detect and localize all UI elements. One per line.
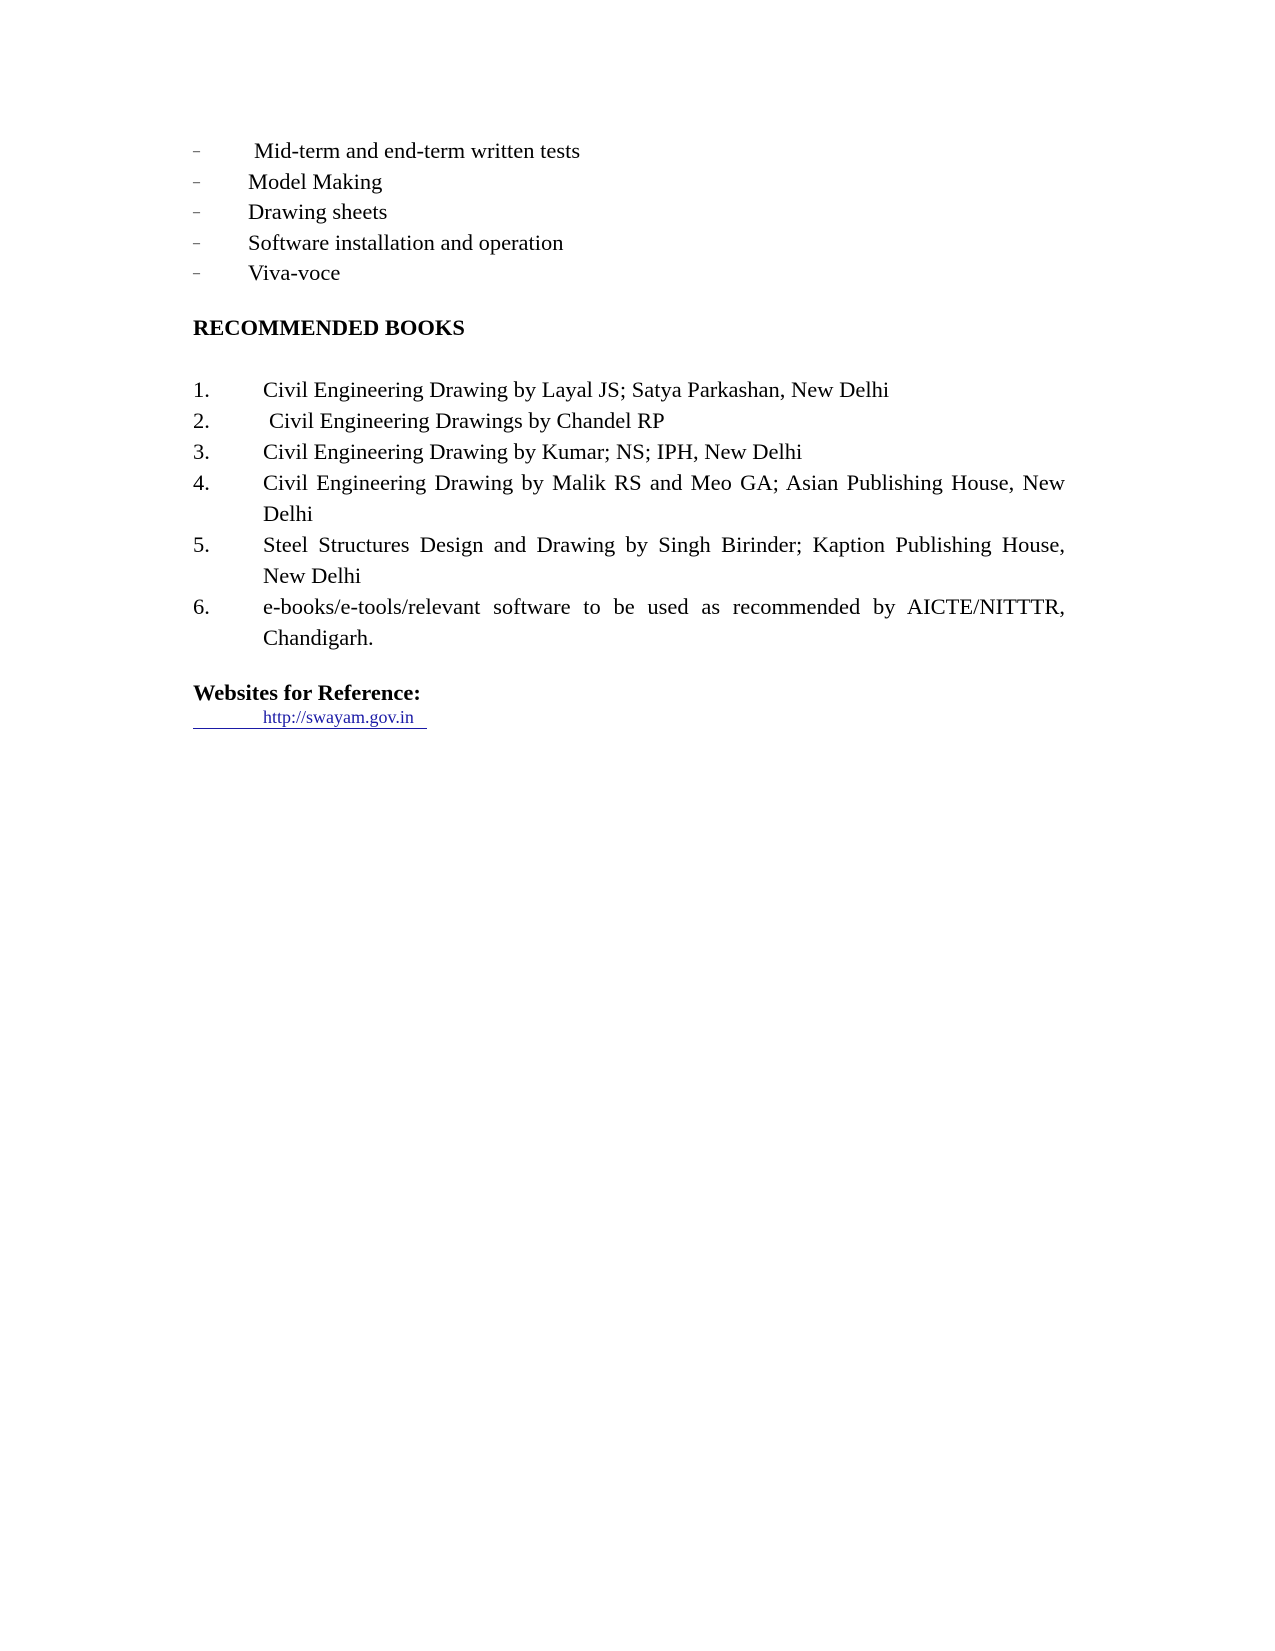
- assessment-item: [193, 136, 893, 167]
- assessment-item-text: Drawing sheets: [248, 199, 388, 224]
- book-text: Civil Engineering Drawing by Kumar; NS; IPH, New Delhi: [263, 439, 803, 464]
- book-item: [193, 405, 1065, 436]
- book-item: [193, 436, 1065, 467]
- book-item: [193, 467, 1065, 529]
- dash-bullet: –: [193, 266, 200, 281]
- dash-bullet: –: [193, 205, 200, 220]
- websites-heading: Websites for Reference:: [193, 680, 421, 705]
- assessment-item-text: Viva-voce: [248, 260, 341, 285]
- book-text: e-books/e-tools/relevant software to be used as recommended by AICTE/NITTTR, Chandigarh.: [263, 594, 1065, 650]
- book-text: Steel Structures Design and Drawing by Singh Birinder; Kaption Publishing House, New Delhi: [263, 532, 1065, 588]
- dash-bullet: –: [193, 235, 200, 251]
- recommended-books-heading: RECOMMENDED BOOKS: [193, 315, 465, 340]
- book-item: [193, 591, 1065, 653]
- book-text: Civil Engineering Drawings by Chandel RP: [269, 408, 665, 433]
- book-number: 4.: [193, 470, 210, 495]
- assessment-item-text: Mid-term and end-term written tests: [254, 138, 581, 163]
- book-number: 2.: [193, 408, 210, 433]
- assessment-item-text: Model Making: [248, 168, 383, 194]
- website-link-text[interactable]: http://swayam.gov.in: [263, 707, 414, 727]
- book-text: Civil Engineering Drawing by Layal JS; Satya Parkashan, New Delhi: [263, 377, 890, 402]
- book-number: 1.: [193, 377, 210, 402]
- assessment-item: [193, 167, 893, 198]
- book-item: [193, 529, 1065, 591]
- website-link[interactable]: [193, 706, 427, 729]
- book-number: 5.: [193, 532, 210, 557]
- dash-bullet: –: [193, 174, 200, 190]
- assessment-item: [193, 228, 893, 259]
- book-item: [193, 374, 1065, 405]
- assessment-list: [193, 136, 893, 289]
- book-number: 6.: [193, 594, 210, 619]
- book-text: Civil Engineering Drawing by Malik RS and Meo GA; Asian Publishing House, New Delhi: [263, 470, 1065, 526]
- assessment-item-text: Software installation and operation: [248, 229, 564, 255]
- dash-bullet: –: [193, 144, 200, 159]
- book-number: 3.: [193, 439, 210, 464]
- assessment-item: [193, 197, 893, 228]
- book-list: [193, 374, 1065, 653]
- assessment-item: [193, 258, 893, 289]
